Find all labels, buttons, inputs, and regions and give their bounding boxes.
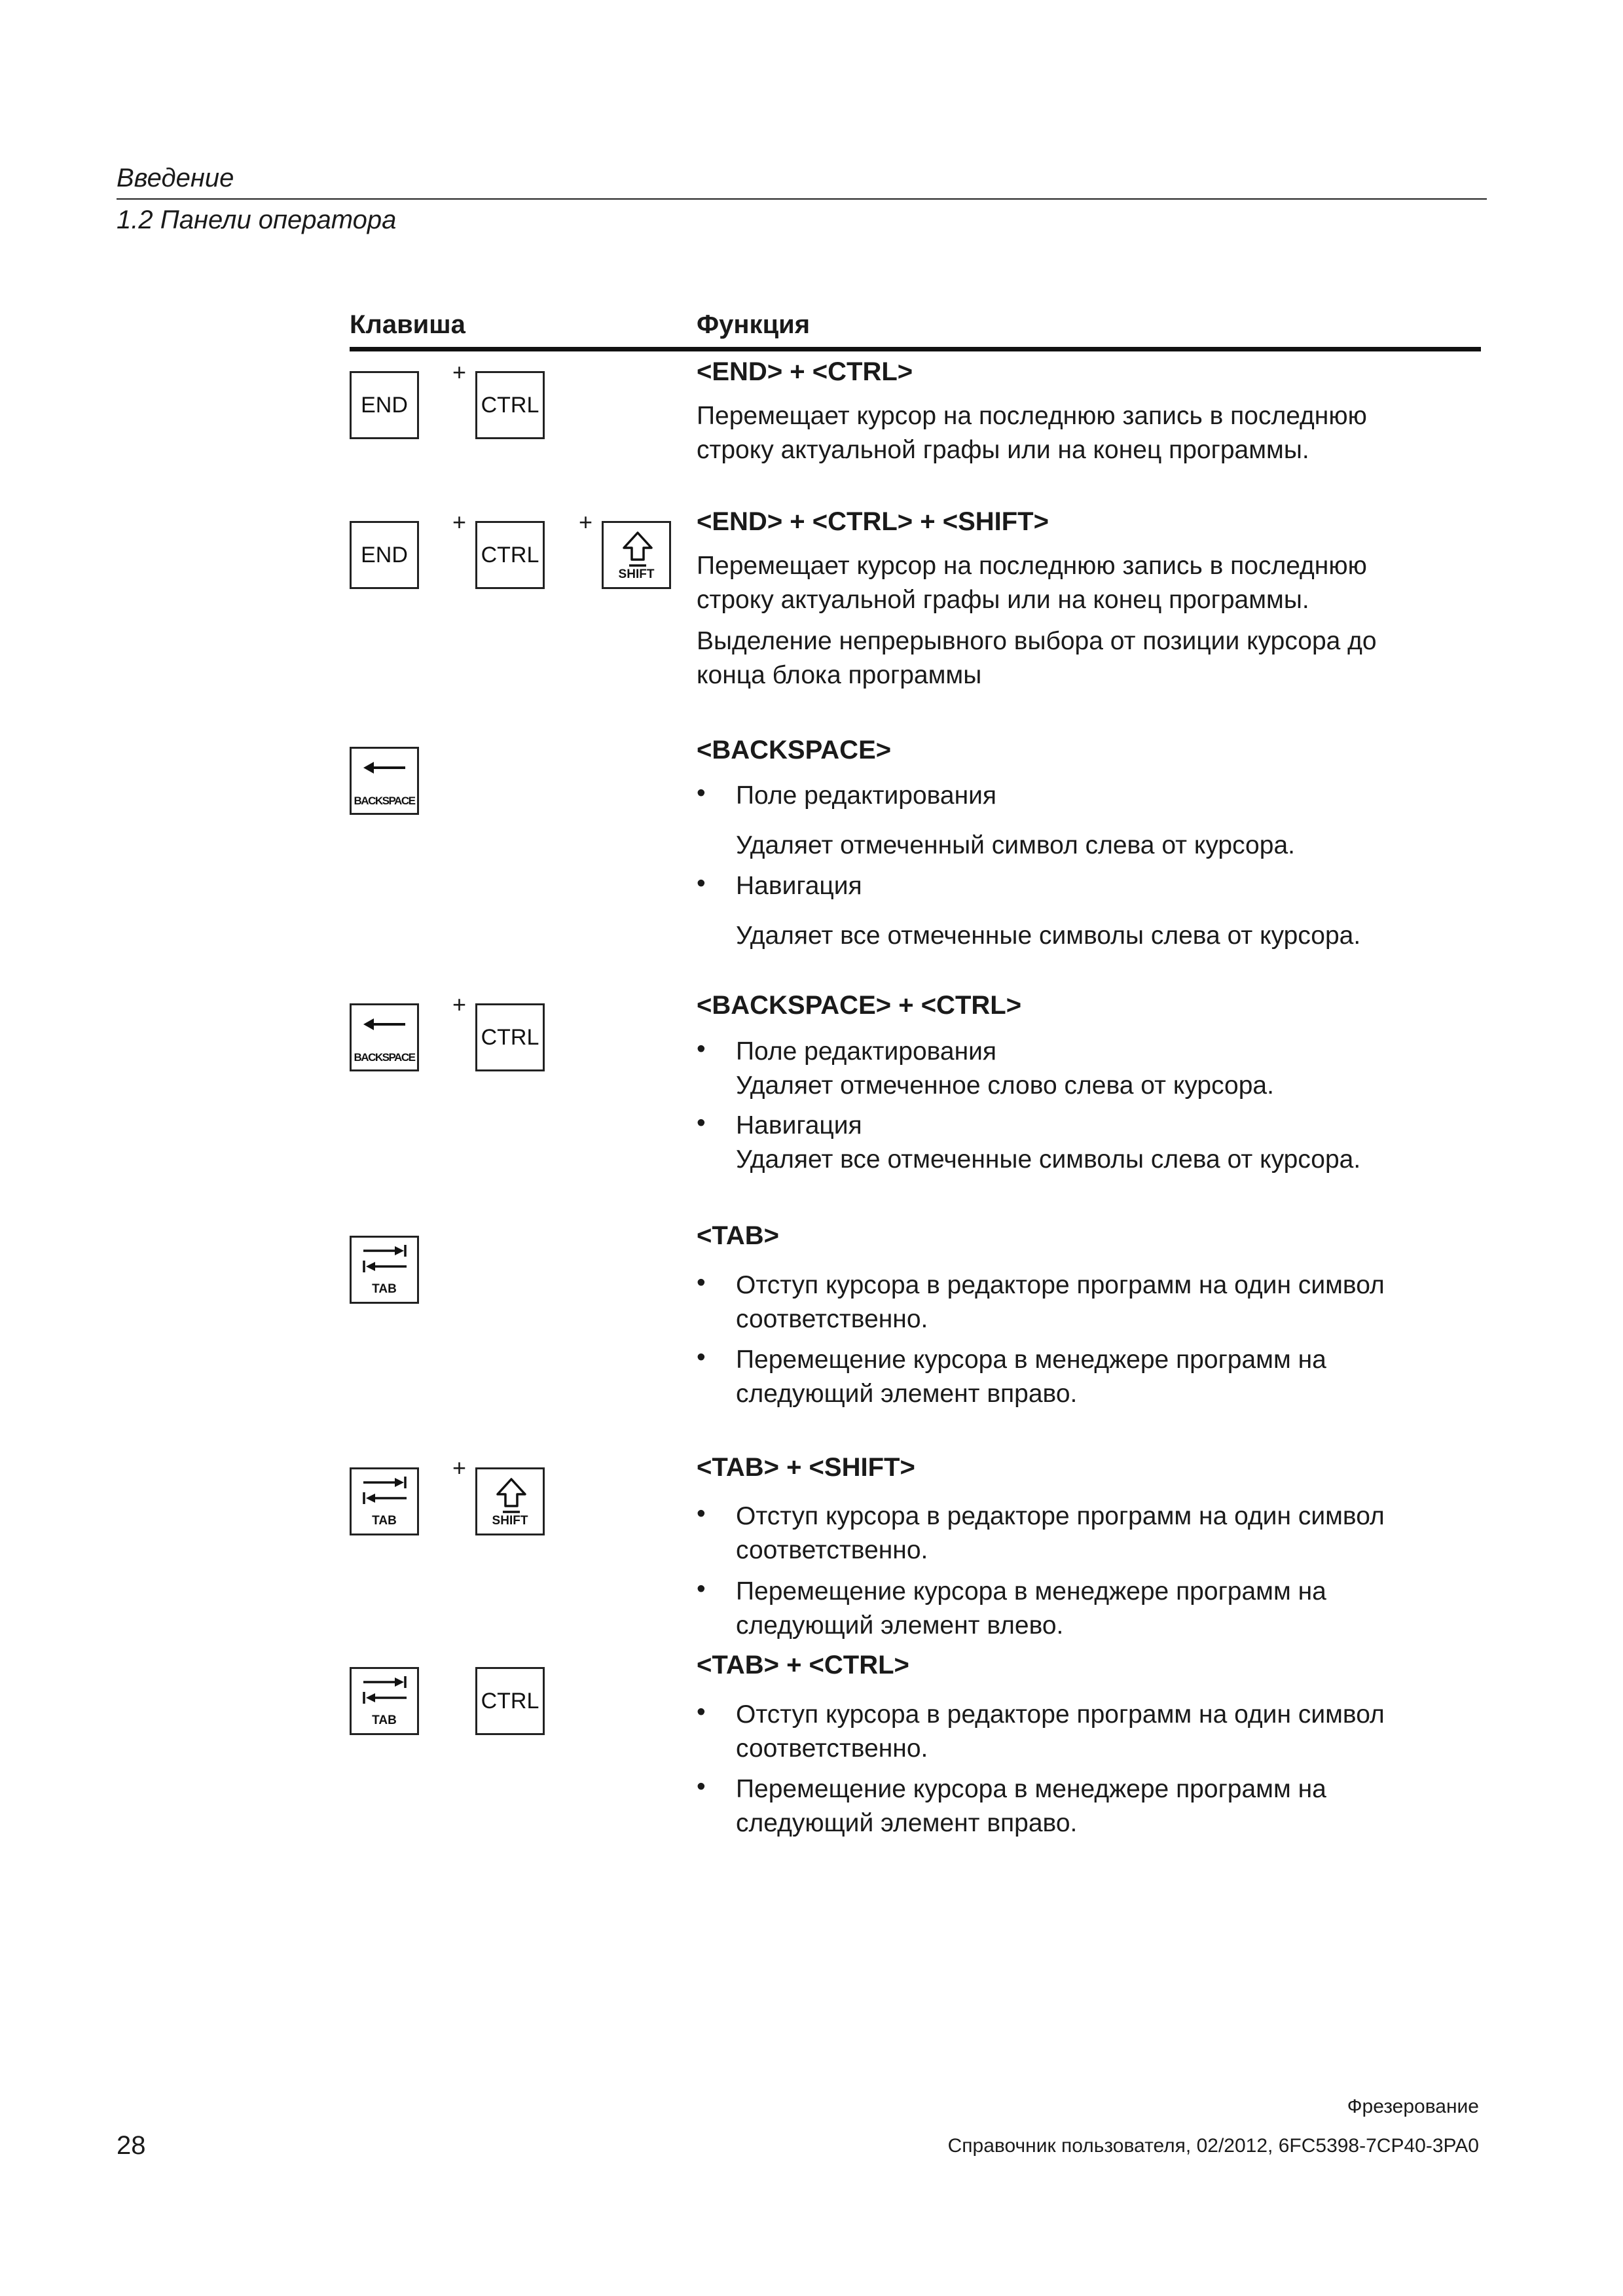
bullet-icon: • [697,1268,706,1297]
ctrl-key: CTRL [475,1667,545,1735]
bullet-description: Удаляет все отмеченные символы слева от курсора. [736,922,1361,950]
shift-key: SHIFT [475,1467,545,1535]
bullet-text: следующий элемент влево. [736,1611,1064,1640]
function-text: строку актуальной графы или на конец программы. [697,586,1309,614]
bullet-text: Отступ курсора в редакторе программ на один символ [736,1502,1385,1530]
bullet-label: Навигация [736,1111,862,1139]
function-text: Перемещает курсор на последнюю запись в последнюю [697,552,1367,580]
function-text: конца блока программы [697,661,982,689]
bullet-icon: • [697,1575,706,1603]
tab-arrows-icon [361,1244,409,1274]
bullet-text: Перемещение курсора в менеджере программ на [736,1577,1326,1605]
end-key: END [350,521,419,589]
bullet-text: Отступ курсора в редакторе программ на один символ [736,1271,1385,1299]
function-text: Выделение непрерывного выбора от позиции курсора до [697,627,1377,655]
tab-arrows-icon [361,1476,409,1506]
bullet-description: Удаляет отмеченное слово слева от курсора. [736,1071,1274,1100]
ctrl-key: CTRL [475,371,545,439]
ctrl-key: CTRL [475,1003,545,1071]
running-header-chapter: Введение [117,164,234,192]
bullet-label: Поле редактирования [736,781,997,810]
backspace-key: BACKSPACE [350,747,419,815]
footer-title: Фрезерование [1347,2096,1479,2117]
function-text: Перемещает курсор на последнюю запись в последнюю [697,402,1367,430]
column-header-function: Функция [697,310,811,339]
left-arrow-icon [362,758,408,778]
bullet-icon: • [697,1109,706,1137]
function-title: <TAB> + <SHIFT> [697,1453,915,1482]
bullet-description: Удаляет отмеченный символ слева от курсора. [736,831,1295,859]
page-number: 28 [117,2131,146,2160]
function-title: <TAB> + <CTRL> [697,1651,909,1679]
function-text: строку актуальной графы или на конец программы. [697,436,1309,464]
bullet-icon: • [697,779,706,807]
bullet-text: Отступ курсора в редакторе программ на один символ [736,1700,1385,1729]
function-title: <BACKSPACE> + <CTRL> [697,991,1022,1020]
plus-sign: + [452,509,467,535]
shift-key: SHIFT [602,521,671,589]
bullet-icon: • [697,869,706,897]
bullet-label: Навигация [736,872,862,900]
bullet-text: Перемещение курсора в менеджере программ на [736,1775,1326,1803]
function-title: <END> + <CTRL> + <SHIFT> [697,507,1049,536]
bullet-icon: • [697,1035,706,1063]
running-header-section: 1.2 Панели оператора [117,206,397,234]
plus-sign: + [579,509,593,535]
function-title: <END> + <CTRL> [697,357,913,386]
function-title: <TAB> [697,1221,779,1250]
backspace-key: BACKSPACE [350,1003,419,1071]
bullet-icon: • [697,1499,706,1528]
tab-key: TAB [350,1236,419,1304]
bullet-text: соответственно. [736,1305,928,1333]
shift-arrow-icon [495,1477,528,1514]
tab-key: TAB [350,1667,419,1735]
header-rule [117,198,1487,200]
column-header-key: Клавиша [350,310,465,339]
tab-key: TAB [350,1467,419,1535]
bullet-icon: • [697,1343,706,1371]
bullet-description: Удаляет все отмеченные символы слева от курсора. [736,1145,1361,1174]
bullet-text: следующий элемент вправо. [736,1380,1078,1408]
table-header-rule [350,347,1481,351]
shift-arrow-icon [621,531,654,567]
tab-arrows-icon [361,1676,409,1706]
plus-sign: + [452,991,467,1018]
plus-sign: + [452,359,467,386]
bullet-text: Перемещение курсора в менеджере программ на [736,1346,1326,1374]
plus-sign: + [452,1454,467,1481]
bullet-icon: • [697,1772,706,1801]
bullet-text: следующий элемент вправо. [736,1809,1078,1837]
function-title: <BACKSPACE> [697,736,892,764]
footer-reference: Справочник пользователя, 02/2012, 6FC5398-7CP40-3PA0 [947,2135,1479,2157]
left-arrow-icon [362,1014,408,1034]
bullet-text: соответственно. [736,1536,928,1564]
bullet-icon: • [697,1698,706,1726]
bullet-label: Поле редактирования [736,1037,997,1066]
bullet-text: соответственно. [736,1734,928,1763]
ctrl-key: CTRL [475,521,545,589]
end-key: END [350,371,419,439]
